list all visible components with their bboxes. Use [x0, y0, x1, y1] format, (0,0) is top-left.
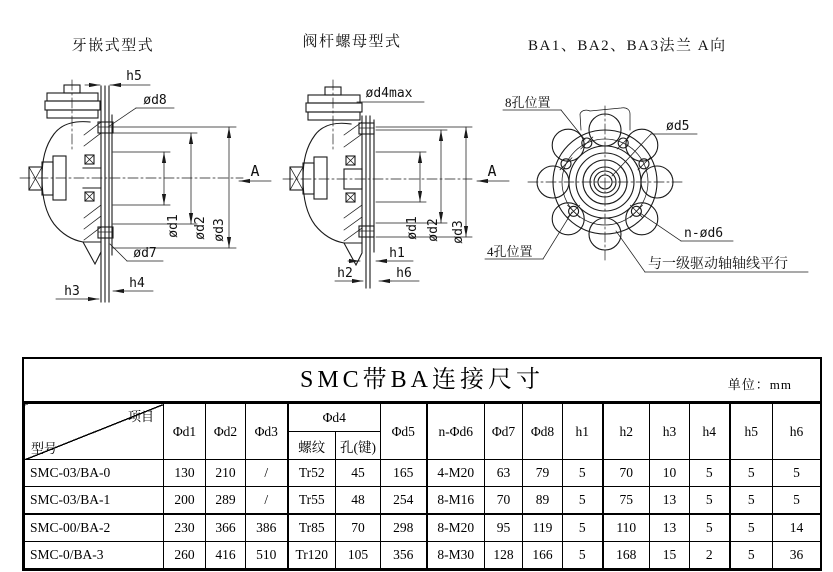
- table-row: [25, 542, 821, 569]
- cell: 13: [650, 487, 690, 515]
- label-d1: ød1: [166, 214, 181, 238]
- cell: 95: [485, 514, 523, 542]
- cell: 4-M20: [427, 460, 485, 487]
- cell: 5: [563, 542, 603, 569]
- cell: 5: [730, 514, 773, 542]
- col-header-d4: Φd4: [288, 404, 381, 432]
- cell: 298: [381, 514, 427, 542]
- label-d1: ød1: [405, 216, 420, 240]
- cell: 510: [246, 542, 288, 569]
- cell: 10: [650, 460, 690, 487]
- label-d3: ød3: [451, 220, 466, 244]
- label-parallel-note: 与一级驱动轴轴线平行: [648, 257, 788, 272]
- view-a-label: A: [487, 162, 497, 180]
- label-h6: h6: [396, 266, 412, 281]
- label-d3: ød3: [212, 218, 227, 242]
- cell: /: [246, 460, 288, 487]
- label-h2: h2: [337, 266, 353, 281]
- col-header-d1: Φd1: [164, 404, 206, 460]
- corner-model-label: 型号: [31, 441, 58, 456]
- cell: 5: [773, 460, 821, 487]
- cell: 13: [650, 514, 690, 542]
- cell: 5: [690, 460, 730, 487]
- cell: 63: [485, 460, 523, 487]
- cell: 5: [690, 514, 730, 542]
- table-row: [25, 514, 821, 542]
- subcol-header-hole-key: 孔(键): [336, 432, 381, 460]
- col-header-d8: Φd8: [523, 404, 563, 460]
- label-d4max: ød4max: [365, 86, 413, 101]
- label-d7: ød7: [133, 246, 157, 261]
- cell: 5: [690, 487, 730, 515]
- label-d8: ød8: [143, 93, 167, 108]
- model-cell: SMC-0/BA-3: [25, 542, 164, 569]
- cell: /: [246, 487, 288, 515]
- cell: 130: [164, 460, 206, 487]
- col-header-d7: Φd7: [485, 404, 523, 460]
- cell: 416: [206, 542, 246, 569]
- col-header-h4: h4: [690, 404, 730, 460]
- cell: 70: [603, 460, 650, 487]
- cell: 14: [773, 514, 821, 542]
- unit-label: 单位：mm: [727, 377, 792, 392]
- cell: 5: [773, 487, 821, 515]
- cell: 75: [603, 487, 650, 515]
- cell: 5: [563, 460, 603, 487]
- col-header-h1: h1: [563, 404, 603, 460]
- cell: 89: [523, 487, 563, 515]
- col-header-d5: Φd5: [381, 404, 427, 460]
- table-title: SMC带BA连接尺寸: [299, 367, 545, 393]
- col-header-d2: Φd2: [206, 404, 246, 460]
- col-header-h2: h2: [603, 404, 650, 460]
- cell: 5: [730, 460, 773, 487]
- label-d2: ød2: [426, 218, 441, 242]
- model-cell: SMC-00/BA-2: [25, 514, 164, 542]
- col-header-h3: h3: [650, 404, 690, 460]
- cell: 70: [336, 514, 381, 542]
- stem-nut-title: 阀杆螺母型式: [302, 34, 402, 50]
- model-cell: SMC-03/BA-0: [25, 460, 164, 487]
- col-header-h5: h5: [730, 404, 773, 460]
- cell: 70: [485, 487, 523, 515]
- view-a-arrow-middle: [477, 162, 509, 181]
- stem-nut-type-diagram: [283, 32, 509, 288]
- cell: 8-M16: [427, 487, 485, 515]
- label-d2: ød2: [193, 216, 208, 240]
- cell: 260: [164, 542, 206, 569]
- cell: 128: [485, 542, 523, 569]
- hatching: [344, 122, 362, 241]
- label-n-d6: n-ød6: [684, 226, 724, 241]
- label-d5: ød5: [666, 119, 690, 134]
- flange-view-diagram: [485, 37, 808, 272]
- jaw-type-diagram: [20, 36, 271, 302]
- cell: 356: [381, 542, 427, 569]
- label-h5: h5: [126, 69, 142, 84]
- model-cell: SMC-03/BA-1: [25, 487, 164, 515]
- dimension-grid: [24, 403, 821, 569]
- cell: 254: [381, 487, 427, 515]
- cell: 15: [650, 542, 690, 569]
- cell: 8-M30: [427, 542, 485, 569]
- cell: Tr52: [288, 460, 336, 487]
- cell: 165: [381, 460, 427, 487]
- cell: 8-M20: [427, 514, 485, 542]
- cell: 230: [164, 514, 206, 542]
- label-h4: h4: [129, 276, 145, 291]
- label-4-holes: 4孔位置: [487, 244, 533, 259]
- corner-item-label: 项目: [127, 409, 154, 424]
- cell: 386: [246, 514, 288, 542]
- cell: 5: [563, 487, 603, 515]
- view-a-arrow-left: [239, 162, 271, 181]
- view-a-label: A: [250, 162, 260, 180]
- cell: 2: [690, 542, 730, 569]
- cell: 166: [523, 542, 563, 569]
- subcol-header-thread: 螺纹: [288, 432, 336, 460]
- label-8-holes: 8孔位置: [505, 95, 551, 110]
- cell: 200: [164, 487, 206, 515]
- cell: 79: [523, 460, 563, 487]
- col-header-d3: Φd3: [246, 404, 288, 460]
- cell: Tr85: [288, 514, 336, 542]
- cell: 105: [336, 542, 381, 569]
- jaw-type-title: 牙嵌式型式: [71, 38, 155, 54]
- cell: 366: [206, 514, 246, 542]
- table-row: [25, 487, 821, 515]
- cell: 119: [523, 514, 563, 542]
- cell: 110: [603, 514, 650, 542]
- cell: Tr120: [288, 542, 336, 569]
- label-h1: h1: [389, 246, 405, 261]
- cell: 289: [206, 487, 246, 515]
- label-h3: h3: [64, 284, 80, 299]
- flange-view-title: BA1、BA2、BA3法兰 A向: [528, 38, 727, 54]
- col-header-h6: h6: [773, 404, 821, 460]
- cell: 36: [773, 542, 821, 569]
- col-header-n-d6: n-Φd6: [427, 404, 485, 460]
- dimension-table: [22, 357, 822, 571]
- table-title-bar: [24, 359, 820, 403]
- dimension-lines: [56, 85, 236, 299]
- cell: 5: [730, 542, 773, 569]
- table-row: [25, 460, 821, 487]
- cell: 48: [336, 487, 381, 515]
- cell: Tr55: [288, 487, 336, 515]
- cell: 5: [730, 487, 773, 515]
- hatching: [84, 122, 101, 240]
- cell: 45: [336, 460, 381, 487]
- corner-header-cell: [25, 404, 164, 460]
- leader-lines: [485, 110, 808, 272]
- cell: 5: [563, 514, 603, 542]
- cell: 168: [603, 542, 650, 569]
- cell: 210: [206, 460, 246, 487]
